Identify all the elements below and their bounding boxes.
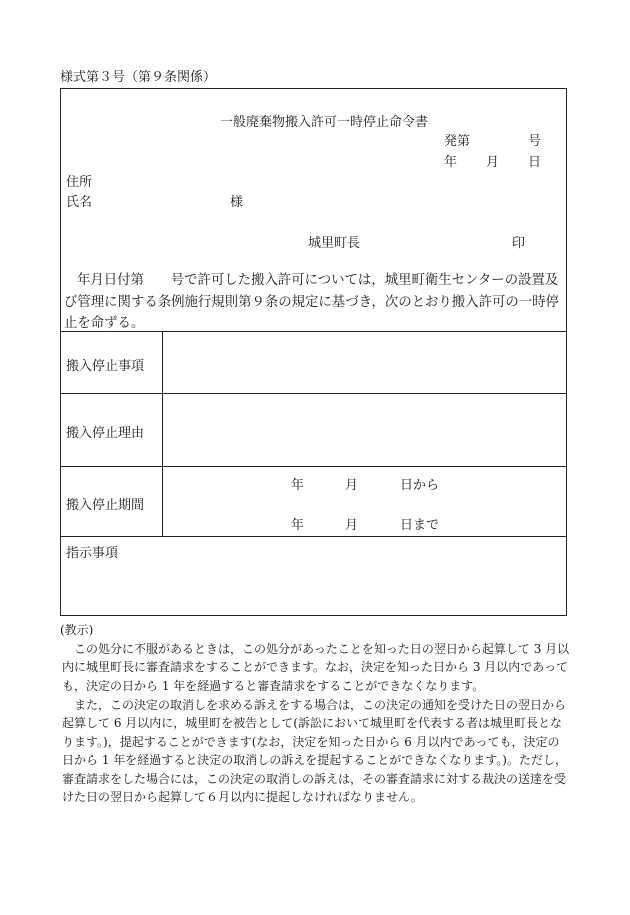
period-to-year: 年 [291,518,305,533]
date-month: 月 [486,155,500,170]
honorific: 様 [230,195,244,210]
order-body-text: 年月日付第 号で許可した搬入許可については，城里町衛生センターの設置及び管理に関する条例施行規則第９条の規定に基づき，次のとおり搬入許可の一時停止を命ずる。 [64,273,559,331]
period-from-year: 年 [291,478,305,493]
address-label: 住所 [66,175,93,190]
form-number-label: 様式第３号（第９条関係） [60,70,217,85]
notice-label: (教示) [60,623,94,637]
document-title: 一般廃棄物搬入許可一時停止命令書 [220,115,429,130]
name-label: 氏名 [66,195,93,210]
table-row-label: 搬入停止事項 [66,359,145,374]
period-to-month: 月 [345,518,359,533]
table-row-label: 搬入停止期間 [66,498,145,513]
period-from-day: 日から [400,478,440,493]
table-divider [60,331,567,332]
table-row-label: 搬入停止理由 [66,426,145,441]
table-divider [60,536,567,537]
table-divider [60,466,567,467]
instructions-label: 指示事項 [66,546,119,561]
table-divider [60,393,567,394]
date-day: 日 [528,155,542,170]
seal-mark: 印 [512,236,526,251]
document-number-prefix: 発第 [444,134,471,149]
period-from-month: 月 [345,478,359,493]
period-to-day: 日まで [400,518,440,533]
table-column-divider [162,331,163,536]
issuer-title: 城里町長 [308,236,361,251]
notice-paragraph: この処分に不服があるときは，この処分があったことを知った日の翌日から起算して 3 月以内に城里町長に審査請求をすることができます。なお，決定を知った日から 3 月以内であっても，決定の日から 1 年を経過すると審査請求をすることができなくなります。 [62,642,570,693]
notice-paragraph: また，この決定の取消しを求める訴えをする場合は，この決定の通知を受けた日の翌日から起算して 6 月以内に，城里町を被告として(訴訟において城里町を代表する者は城里町長となります。)，提起することができます(なお，決定を知った日から 6 月以内であっても，決定の日から 1 年を経過すると決定の取消しの訴えを提起することができなくなります。)。ただし，審査請求をした場合には，この決定の取消しの訴えは，その審査請求に対する裁決の送達を受けた日の翌日から起算して６月以内に提起しなければなりません。 [62,698,567,805]
date-year: 年 [444,155,458,170]
document-number-suffix: 号 [528,134,542,149]
